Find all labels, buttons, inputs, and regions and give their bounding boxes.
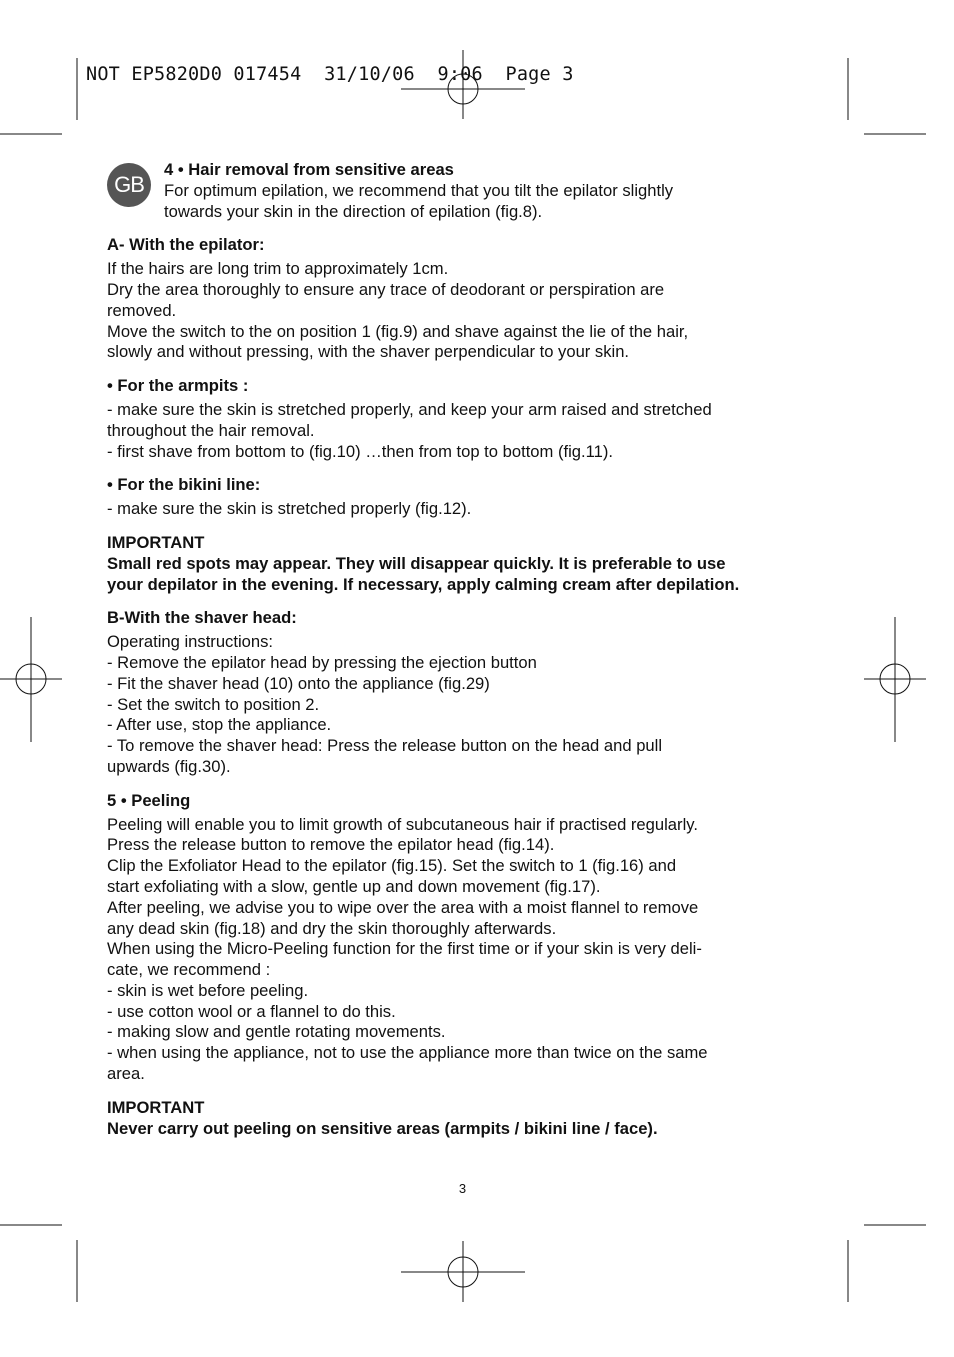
paragraph-line: start exfoliating with a slow, gentle up and down movement (fig.17).	[107, 876, 601, 896]
paragraph-line: any dead skin (fig.18) and dry the skin thoroughly afterwards.	[107, 918, 557, 938]
paragraph-line: - After use, stop the appliance.	[107, 715, 332, 735]
page-number: 3	[458, 1181, 467, 1196]
section-peeling	[107, 791, 827, 1085]
paragraph-line: - when using the appliance, not to use the appliance more than twice on the same	[107, 1043, 708, 1063]
paragraph-line: - skin is wet before peeling.	[107, 980, 309, 1000]
section-heading: B-With the shaver head:	[107, 608, 297, 628]
paragraph-line: Move the switch to the on position 1 (fig.9) and shave against the lie of the hair,	[107, 321, 689, 341]
print-slug: NOT EP5820D0 017454 31/10/06 9:06 Page 3	[86, 64, 574, 85]
important-heading: IMPORTANT	[107, 532, 205, 552]
important-line: your depilator in the evening. If necessary, apply calming cream after depilation.	[107, 574, 740, 594]
paragraph-line: Press the release button to remove the epilator head (fig.14).	[107, 835, 555, 855]
section-with-epilator	[107, 235, 827, 363]
section-armpits	[107, 376, 827, 462]
paragraph-line: upwards (fig.30).	[107, 756, 231, 776]
paragraph-line: cate, we recommend :	[107, 960, 271, 980]
section-heading: • For the armpits :	[107, 376, 249, 396]
language-badge: GB	[107, 163, 151, 207]
paragraph-line: area.	[107, 1064, 145, 1084]
paragraph-line: After peeling, we advise you to wipe over the area with a moist flannel to remove	[107, 897, 699, 917]
registration-target-bottom	[401, 1241, 525, 1302]
important-line: Small red spots may appear. They will disappear quickly. It is preferable to use	[107, 553, 726, 573]
important-heading: IMPORTANT	[107, 1097, 205, 1117]
paragraph-line: If the hairs are long trim to approximately 1cm.	[107, 259, 449, 279]
section-bikini	[107, 475, 827, 520]
section-heading: A- With the epilator:	[107, 235, 265, 255]
paragraph-line: towards your skin in the direction of epilation (fig.8).	[164, 201, 543, 221]
paragraph-line: Operating instructions:	[107, 632, 274, 652]
paragraph-line: - Fit the shaver head (10) onto the appliance (fig.29)	[107, 673, 490, 693]
section-hair-removal	[107, 160, 827, 222]
paragraph-line: - Set the switch to position 2.	[107, 694, 320, 714]
registration-target-right	[864, 617, 926, 742]
registration-target-left	[0, 617, 62, 742]
paragraph-line: - Remove the epilator head by pressing the ejection button	[107, 652, 537, 672]
document-body	[107, 160, 827, 1152]
paragraph-line: - making slow and gentle rotating movements.	[107, 1022, 446, 1042]
paragraph-line: slowly and without pressing, with the shaver perpendicular to your skin.	[107, 342, 630, 362]
important-notice-2	[107, 1098, 827, 1140]
section-heading: 5 • Peeling	[107, 790, 191, 810]
paragraph-line: Peeling will enable you to limit growth of subcutaneous hair if practised regularly.	[107, 814, 698, 834]
section-heading: 4 • Hair removal from sensitive areas	[164, 160, 454, 179]
section-shaver-head	[107, 608, 827, 777]
paragraph-line: - use cotton wool or a flannel to do this.	[107, 1001, 396, 1021]
paragraph-line: - make sure the skin is stretched properly, and keep your arm raised and stretched	[107, 399, 712, 419]
important-line: Never carry out peeling on sensitive areas (armpits / bikini line / face).	[107, 1118, 658, 1138]
paragraph-line: Clip the Exfoliator Head to the epilator (fig.15). Set the switch to 1 (fig.16) and	[107, 856, 677, 876]
paragraph-line: Dry the area thoroughly to ensure any trace of deodorant or perspiration are	[107, 279, 665, 299]
paragraph-line: - first shave from bottom to (fig.10) …then from top to bottom (fig.11).	[107, 441, 613, 461]
paragraph-line: removed.	[107, 300, 177, 320]
paragraph-line: When using the Micro-Peeling function for the first time or if your skin is very deli-	[107, 939, 702, 959]
important-notice-1	[107, 533, 827, 595]
paragraph-line: - make sure the skin is stretched properly (fig.12).	[107, 499, 472, 519]
paragraph-line: For optimum epilation, we recommend that you tilt the epilator slightly	[164, 180, 674, 200]
paragraph-line: throughout the hair removal.	[107, 420, 315, 440]
section-heading: • For the bikini line:	[107, 475, 261, 495]
paragraph-line: - To remove the shaver head: Press the release button on the head and pull	[107, 736, 663, 756]
